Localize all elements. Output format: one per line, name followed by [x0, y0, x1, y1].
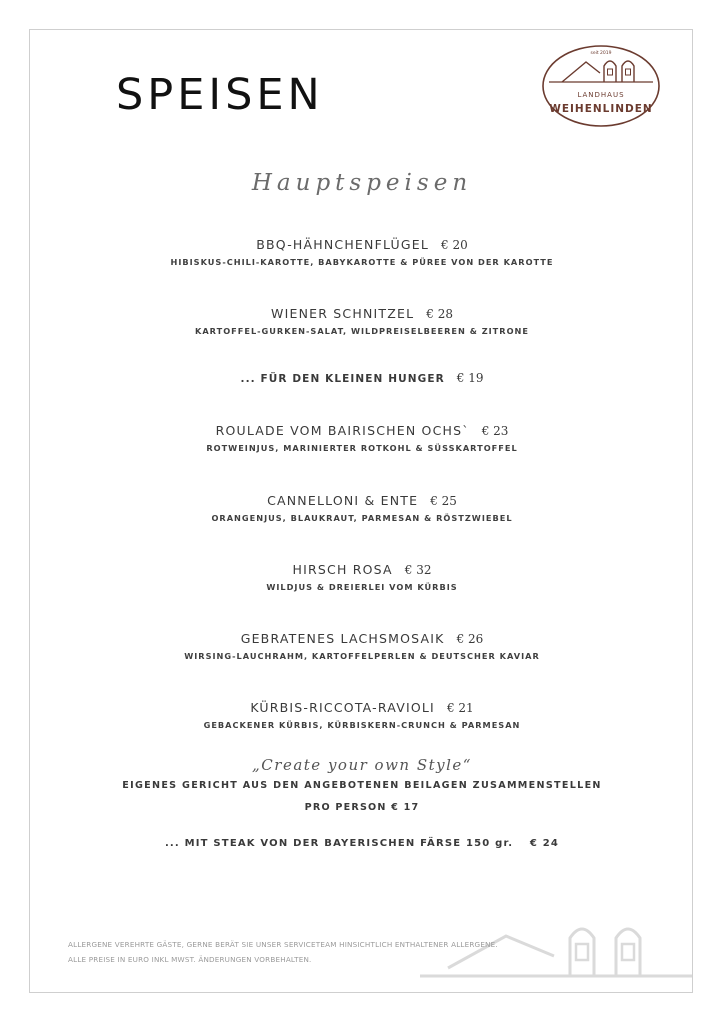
menu-item — [0, 420, 724, 453]
dish-name: ROULADE VOM BAIRISCHEN OCHS` — [215, 423, 470, 438]
menu-item — [0, 628, 724, 661]
dish-price: € 28 — [426, 307, 453, 321]
steak-addon-price: € 24 — [529, 838, 560, 849]
dish-description: KARTOFFEL-GURKEN-SALAT, WILDPREISELBEEREN & ZITRONE — [195, 326, 529, 336]
menu-item — [0, 490, 724, 523]
menu-item — [0, 234, 724, 267]
menu-item — [0, 559, 724, 592]
dish-name: WIENER SCHNITZEL — [271, 306, 415, 321]
dish-price: € 23 — [481, 424, 509, 438]
create-your-own-style-title: „Create your own Style“ — [252, 756, 472, 774]
dish-price: € 26 — [456, 632, 484, 646]
allergen-note: ALLERGENE VEREHRTE GÄSTE, GERNE BERÄT SIE UNSER SERVICETEAM HINSICHTLICH ENTHALTENER ALLERGENE. — [68, 940, 498, 949]
dish-price: € 19 — [456, 371, 484, 385]
steak-addon-label: ... MIT STEAK VON DER BAYERISCHEN FÄRSE 150 gr. — [164, 838, 514, 849]
dish-name: ... FÜR DEN KLEINEN HUNGER — [240, 373, 445, 385]
landhaus-logo-icon — [540, 42, 662, 130]
dish-price: € 21 — [446, 701, 474, 715]
menu-item — [0, 367, 724, 386]
create-your-own-style-description: EIGENES GERICHT AUS DEN ANGEBOTENEN BEILAGEN ZUSAMMENSTELLEN — [122, 780, 602, 791]
menu-item — [0, 303, 724, 336]
dish-name: HIRSCH ROSA — [292, 562, 393, 577]
dish-name: GEBRATENES LACHSMOSAIK — [240, 631, 445, 646]
dish-description: WIRSING-LAUCHRAHM, KARTOFFELPERLEN & DEUTSCHER KAVIAR — [184, 651, 540, 661]
create-your-own-style-price: PRO PERSON € 17 — [304, 802, 420, 813]
svg-text:WEIHENLINDEN: WEIHENLINDEN — [549, 103, 653, 115]
dish-price: € 20 — [441, 238, 468, 252]
dish-description: ORANGENJUS, BLAUKRAUT, PARMESAN & RÖSTZWIEBEL — [211, 513, 513, 523]
dish-name: CANNELLONI & ENTE — [267, 493, 419, 508]
steak-addon — [0, 838, 724, 849]
footer-notes — [68, 937, 498, 967]
dish-name: BBQ-HÄHNCHENFLÜGEL — [256, 237, 430, 252]
dish-price: € 32 — [404, 563, 432, 577]
dish-description: GEBACKENER KÜRBIS, KÜRBISKERN-CRUNCH & PARMESAN — [203, 720, 521, 730]
section-title: Hauptspeisen — [251, 170, 473, 196]
dish-description: HIBISKUS-CHILI-KAROTTE, BABYKAROTTE & PÜREE VON DER KAROTTE — [170, 257, 554, 267]
svg-text:LANDHAUS: LANDHAUS — [577, 91, 625, 99]
dish-description: WILDJUS & DREIERLEI VOM KÜRBIS — [266, 582, 458, 592]
page-title: SPEISEN — [116, 70, 324, 120]
price-note: ALLE PREISE IN EURO INKL MWST. ÄNDERUNGEN VORBEHALTEN. — [68, 955, 312, 964]
dish-price: € 25 — [430, 494, 457, 508]
dish-name: KÜRBIS-RICCOTA-RAVIOLI — [250, 700, 435, 715]
svg-text:seit 2019: seit 2019 — [590, 51, 612, 56]
menu-item — [0, 697, 724, 730]
dish-description: ROTWEINJUS, MARINIERTER ROTKOHL & SÜSSKARTOFFEL — [206, 443, 518, 453]
